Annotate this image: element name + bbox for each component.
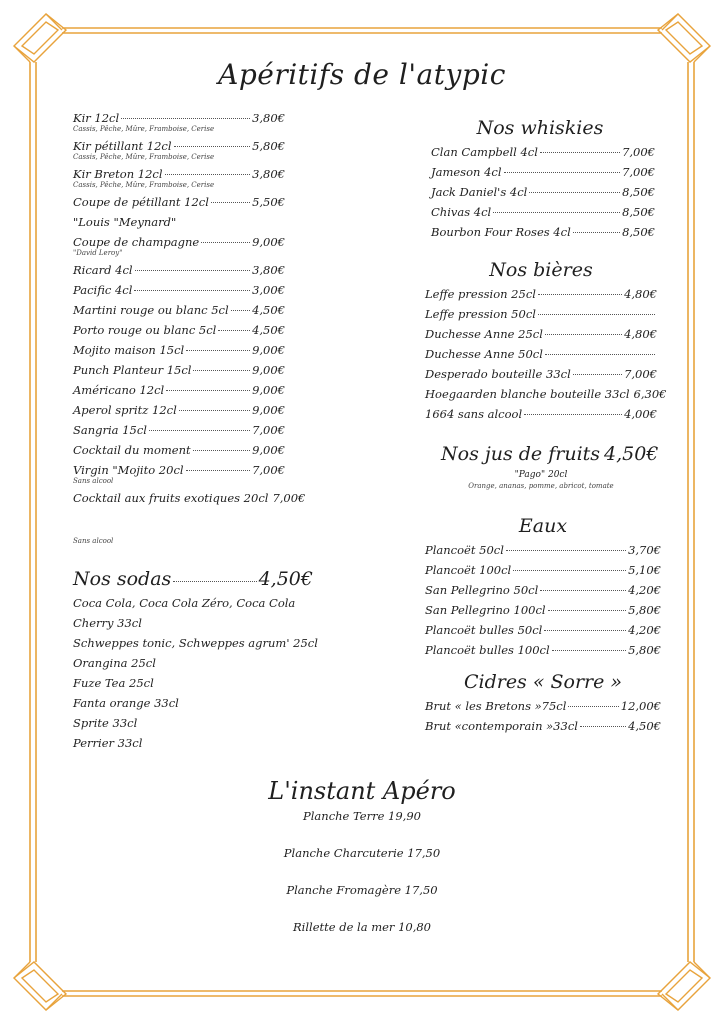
dots: [193, 449, 250, 451]
item-name: Punch Planteur 15cl: [73, 363, 192, 377]
item-name: Cocktail du moment: [73, 443, 191, 457]
cidres-title: Cidres « Sorre »: [463, 671, 623, 693]
dots: [186, 469, 250, 471]
item-price: 7,00€: [252, 423, 285, 437]
apero-section: [0, 774, 724, 956]
item-name: Hoegaarden blanche bouteille 33cl: [425, 387, 630, 401]
menu-item: [425, 696, 661, 716]
dots: [493, 211, 620, 213]
item-price: 4,20€: [628, 623, 661, 637]
sodas-items: [73, 593, 318, 753]
item-price: 9,00€: [252, 403, 285, 417]
item-name: San Pellegrino 100cl: [425, 603, 546, 617]
menu-item: [73, 360, 285, 380]
item-name: Duchesse Anne 25cl: [425, 327, 543, 341]
sodas-price: 4,50€: [258, 568, 313, 590]
menu-item: [431, 162, 655, 182]
menu-item: [425, 284, 657, 304]
menu-item: [73, 400, 285, 420]
apero-item: Planche Fromagère 17,50: [286, 883, 438, 897]
soda-item: Fanta orange 33cl: [73, 696, 179, 710]
item-name: Leffe pression 25cl: [425, 287, 536, 301]
item-name: Martini rouge ou blanc 5cl: [73, 303, 229, 317]
jus-note: Orange, ananas, pomme, abricot, tomate: [468, 482, 614, 490]
soda-item: Sprite 33cl: [73, 716, 138, 730]
item-price: 7,00€: [252, 463, 285, 477]
item-price: 3,70€: [628, 543, 661, 557]
item-name: 1664 sans alcool: [425, 407, 523, 421]
corner-ornament-top-right: [658, 14, 710, 62]
dots: [538, 293, 622, 295]
item-price: 9,00€: [252, 383, 285, 397]
item-price: 4,00€: [624, 407, 657, 421]
dots: [529, 191, 620, 193]
item-name: Plancoët bulles 50cl: [425, 623, 543, 637]
item-price: 4,50€: [252, 323, 285, 337]
jus-heading: [425, 440, 657, 468]
corner-ornament-bottom-right: [658, 962, 710, 1010]
menu-item: [425, 540, 661, 560]
item-name: Kir Breton 12cl: [73, 167, 163, 181]
dots: [174, 145, 251, 147]
item-name: Brut « les Bretons »75cl: [425, 699, 567, 713]
item-name: Plancoët 100cl: [425, 563, 512, 577]
jus-section: [425, 440, 657, 493]
menu-item: [73, 260, 285, 280]
item-name: Ricard 4cl: [73, 263, 133, 277]
item-name: Duchesse Anne 50cl: [425, 347, 543, 361]
dots: [218, 329, 250, 331]
item-price: 4,50€: [252, 303, 285, 317]
whiskies-title: Nos whiskies: [476, 117, 604, 139]
item-name: San Pellegrino 50cl: [425, 583, 539, 597]
menu-item: [73, 320, 285, 340]
dots: [573, 373, 622, 375]
item-price: 4,20€: [628, 583, 661, 597]
item-price: 5,80€: [628, 643, 661, 657]
menu-item: [425, 620, 661, 640]
menu-item: [431, 182, 655, 202]
item-name: Virgin "Mojito 20cl: [73, 463, 184, 477]
corner-ornament-top-left: [14, 14, 66, 62]
menu-item: [425, 364, 657, 384]
bieres-section: [425, 256, 667, 424]
item-price: 4,50€: [628, 719, 661, 733]
item-name: Cocktail aux fruits exotiques 20cl: [73, 491, 269, 505]
apero-items: [0, 808, 724, 956]
menu-item: [431, 142, 655, 162]
item-price: 6,30€: [633, 387, 667, 401]
bieres-items: [425, 284, 667, 424]
item-price: 8,50€: [622, 205, 655, 219]
item-price: 3,80€: [252, 263, 285, 277]
item-name: Chivas 4cl: [431, 205, 492, 219]
item-name: Porto rouge ou blanc 5cl: [73, 323, 217, 337]
corner-ornament-bottom-left: [14, 962, 66, 1010]
item-name: Clan Campbell 4cl: [431, 145, 538, 159]
cidres-items: [425, 696, 661, 736]
item-name: Kir 12cl: [73, 111, 120, 125]
item-name: Jack Daniel's 4cl: [431, 185, 528, 199]
item-price: 12,00€: [620, 699, 661, 713]
jus-price: 4,50€: [604, 443, 659, 465]
menu-item: [425, 404, 657, 424]
item-price: 3,80€: [252, 111, 285, 125]
item-price: 5,10€: [628, 563, 661, 577]
dots: [193, 369, 250, 371]
item-name: Coupe de pétillant 12cl: [73, 195, 209, 209]
menu-item: [73, 280, 285, 300]
item-name: Bourbon Four Roses 4cl: [431, 225, 571, 239]
apero-item: Rillette de la mer 10,80: [293, 920, 431, 934]
menu-item: [425, 324, 657, 344]
dots: [166, 389, 250, 391]
menu-item: [425, 716, 661, 736]
aperitifs-list: [73, 108, 306, 508]
eaux-items: [425, 540, 661, 660]
item-note: Cassis, Pêche, Mûre, Framboise, Cerise: [73, 181, 215, 189]
dots: [201, 241, 250, 243]
soda-item: Coca Cola, Coca Cola Zéro, Coca Cola: [73, 596, 296, 610]
dots: [179, 409, 250, 411]
item-price: 5,50€: [252, 195, 285, 209]
item-name: Plancoët 50cl: [425, 543, 504, 557]
menu-item: [425, 384, 667, 404]
item-price: 8,50€: [622, 225, 655, 239]
item-name: Leffe pression 50cl: [425, 307, 536, 321]
dots: [568, 705, 618, 707]
whiskies-section: [425, 114, 655, 242]
dots: [538, 313, 655, 315]
dots: [231, 309, 250, 311]
dots: [545, 333, 622, 335]
dots: [548, 609, 626, 611]
jus-title: Nos jus de fruits: [441, 443, 601, 465]
soda-item: Cherry 33cl: [73, 616, 142, 630]
item-note: "David Leroy": [73, 249, 123, 257]
item-price: 3,80€: [252, 167, 285, 181]
item-name: Pacific 4cl: [73, 283, 133, 297]
apero-title: L'instant Apéro: [268, 777, 456, 805]
item-name: Plancoët bulles 100cl: [425, 643, 550, 657]
dots: [524, 413, 622, 415]
dots: [573, 231, 620, 233]
item-price: 7,00€: [624, 367, 657, 381]
menu-item: [73, 300, 285, 320]
whiskies-items: [425, 142, 655, 242]
dots: [513, 569, 626, 571]
menu-item: [425, 304, 657, 324]
dots: [544, 629, 626, 631]
item-price: 5,80€: [252, 139, 285, 153]
sodas-heading: [73, 565, 313, 593]
item-note: Cassis, Pêche, Mûre, Framboise, Cerise: [73, 153, 215, 161]
item-price: 8,50€: [622, 185, 655, 199]
dots: [134, 289, 250, 291]
item-price: 7,00€: [622, 145, 655, 159]
menu-item: [73, 420, 285, 440]
item-price: 5,80€: [628, 603, 661, 617]
menu-item: [425, 600, 661, 620]
menu-item: [73, 192, 285, 212]
item-price: 7,00€: [272, 491, 306, 505]
menu-item: [431, 202, 655, 222]
item-name: Américano 12cl: [73, 383, 165, 397]
eaux-title: Eaux: [518, 515, 568, 537]
item-price: 9,00€: [252, 343, 285, 357]
item-price: 9,00€: [252, 443, 285, 457]
dots: [165, 173, 251, 175]
item-name: Desperado bouteille 33cl: [425, 367, 571, 381]
aperitifs-footer-note: Sans alcool: [73, 537, 114, 545]
dots: [135, 269, 250, 271]
item-name: Brut «contemporain »33cl: [425, 719, 578, 733]
dots: [504, 171, 621, 173]
menu-item: [425, 640, 661, 660]
menu-item: [425, 344, 657, 364]
apero-item: Planche Charcuterie 17,50: [283, 846, 441, 860]
item-name: Coupe de champagne: [73, 235, 200, 249]
item-name: Kir pétillant 12cl: [73, 139, 172, 153]
dots: [552, 649, 626, 651]
item-price: 9,00€: [252, 363, 285, 377]
eaux-section: [425, 512, 661, 660]
menu-item: [73, 380, 285, 400]
menu-item: [425, 580, 661, 600]
item-name: Aperol spritz 12cl: [73, 403, 177, 417]
item-price: 7,00€: [622, 165, 655, 179]
menu-item: [431, 222, 655, 242]
soda-item: Fuze Tea 25cl: [73, 676, 154, 690]
dots: [186, 349, 250, 351]
bieres-title: Nos bières: [489, 259, 593, 281]
menu-item: [425, 560, 661, 580]
item-price: 3,00€: [252, 283, 285, 297]
sodas-title: Nos sodas: [73, 568, 172, 590]
dots: [580, 725, 626, 727]
soda-item: Perrier 33cl: [73, 736, 143, 750]
menu-item: [73, 340, 285, 360]
dots: [545, 353, 655, 355]
soda-item: Schweppes tonic, Schweppes agrum' 25cl: [73, 636, 318, 650]
item-name: Mojito maison 15cl: [73, 343, 185, 357]
dots: [149, 429, 250, 431]
item-name: Sangria 15cl: [73, 423, 147, 437]
item-note: Cassis, Pêche, Mûre, Framboise, Cerise: [73, 125, 215, 133]
sodas-section: [73, 565, 318, 753]
dots: [540, 589, 626, 591]
dots: [211, 201, 250, 203]
jus-sub: "Pago" 20cl: [514, 470, 568, 480]
menu-item: [73, 488, 306, 508]
item-price: 4,80€: [624, 327, 657, 341]
apero-item: Planche Terre 19,90: [303, 809, 421, 823]
dots: [121, 117, 250, 119]
menu-item-text: "Louis "Meynard": [73, 215, 177, 229]
item-note: Sans alcool: [73, 477, 114, 485]
cidres-section: [425, 668, 661, 736]
item-name: Jameson 4cl: [431, 165, 502, 179]
dots: [506, 549, 626, 551]
menu-item: [73, 440, 285, 460]
item-price: 4,80€: [624, 287, 657, 301]
dots: [540, 151, 620, 153]
dots: [173, 580, 256, 582]
item-price: 9,00€: [252, 235, 285, 249]
soda-item: Orangina 25cl: [73, 656, 156, 670]
page-title: Apéritifs de l'atypic: [218, 58, 506, 91]
